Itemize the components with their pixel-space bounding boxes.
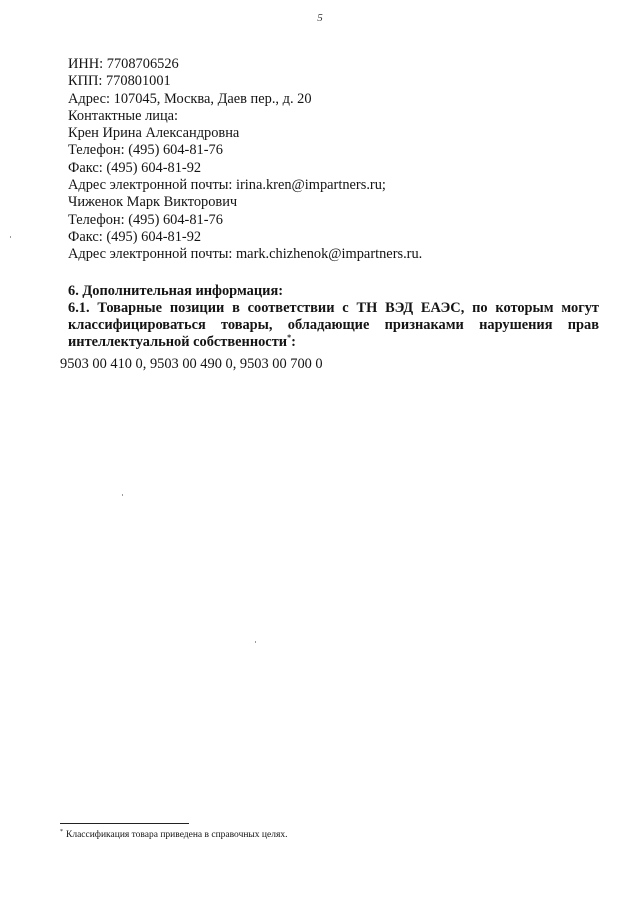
page-number: 5 (317, 12, 323, 24)
inn-line: ИНН: 7708706526 (68, 56, 179, 72)
scan-speck (10, 236, 11, 238)
kpp-line: КПП: 770801001 (68, 73, 171, 90)
footnote-marker: * (60, 828, 63, 835)
footnote (60, 830, 287, 840)
commodity-codes: 9503 00 410 0, 9503 00 490 0, 9503 00 700 0 (60, 356, 323, 372)
footnote-divider (60, 823, 189, 824)
person1-email: Адрес электронной почты: irina.kren@impartners.ru; (68, 177, 386, 194)
footnote-text: Классификация товара приведена в справочных целях. (66, 830, 288, 840)
address-line: Адрес: 107045, Москва, Даев пер., д. 20 (68, 90, 312, 107)
scan-speck (255, 641, 256, 643)
person1-name: Крен Ирина Александровна (68, 125, 240, 142)
person2-email: Адрес электронной почты: mark.chizhenok@impartners.ru. (68, 246, 423, 263)
footnote-reference: * (287, 332, 292, 342)
contact-block (68, 56, 608, 264)
person1-phone: Телефон: (495) 604-81-76 (68, 142, 223, 159)
person1-fax: Факс: (495) 604-81-92 (68, 159, 202, 176)
contact-persons-heading: Контактные лица: (68, 107, 179, 124)
subsection-6-1 (68, 300, 599, 350)
person2-name: Чиженок Марк Викторович (68, 194, 238, 211)
section-6-heading: 6. Дополнительная информация: (68, 283, 284, 299)
scan-speck (122, 494, 123, 496)
person2-fax: Факс: (495) 604-81-92 (68, 228, 202, 245)
subsection-6-1-colon: : (291, 333, 296, 350)
subsection-6-1-text: 6.1. Товарные позиции в соответствии с ТН ВЭД ЕАЭС, по которым могут классифицироваться товары, обладающие признаками нарушения прав интеллектуальной собственности (68, 300, 599, 350)
person2-phone: Телефон: (495) 604-81-76 (68, 211, 223, 228)
